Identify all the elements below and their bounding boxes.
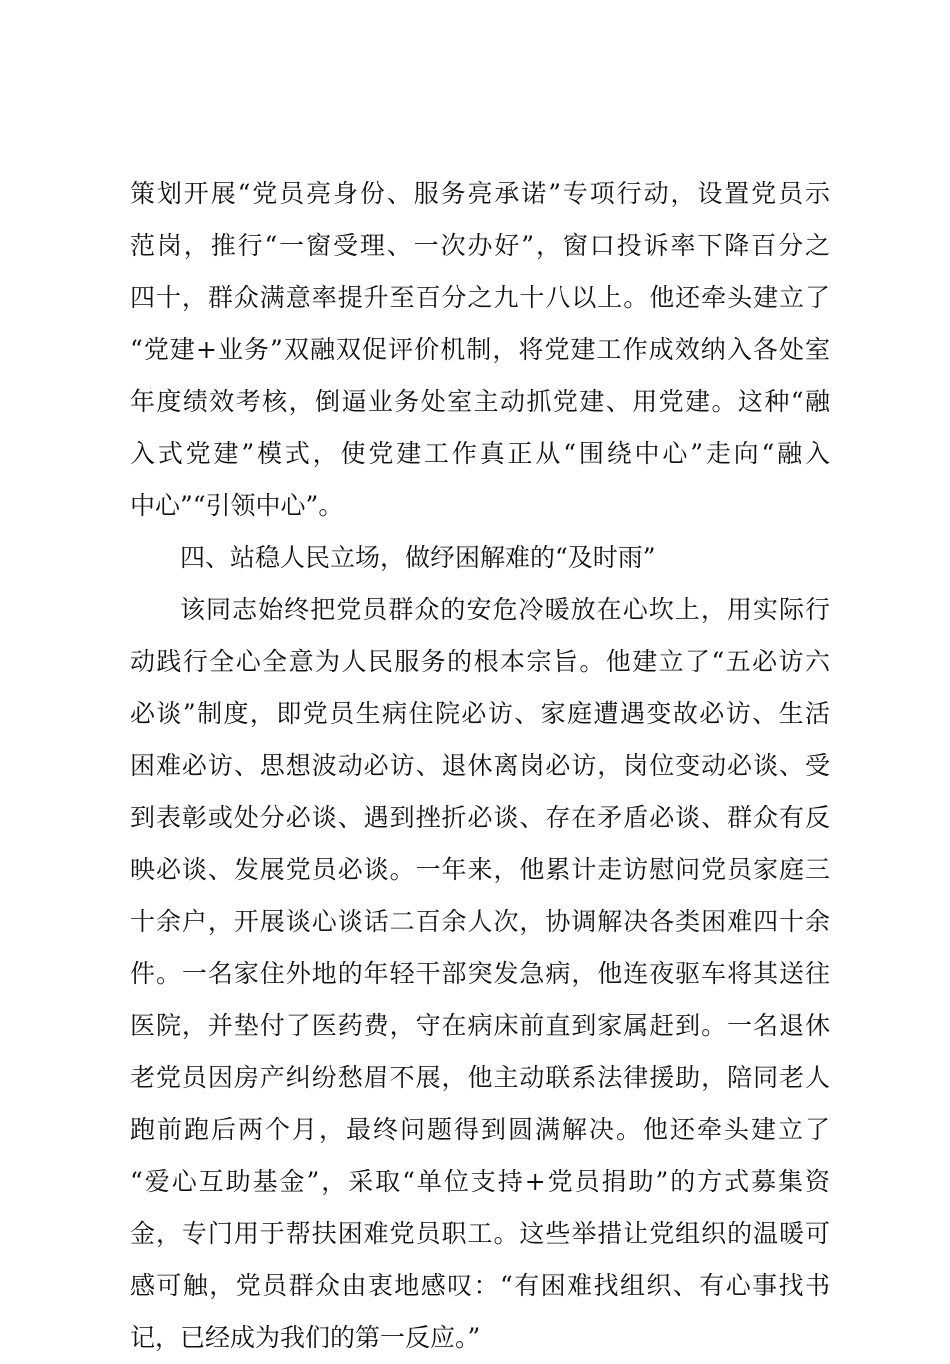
- text-line: 四十，群众满意率提升至百分之九十八以上。他还牵头建立了: [130, 283, 830, 312]
- text-line: 必谈”制度，即党员生病住院必访、家庭遭遇变故必访、生活: [130, 699, 830, 728]
- text-line: 金，专门用于帮扶困难党员职工。这些举措让党组织的温暖可: [130, 1219, 830, 1248]
- text-line: 中心”“引领中心”。: [130, 491, 344, 520]
- text-line: 映必谈、发展党员必谈。一年来，他累计走访慰问党员家庭三: [130, 855, 830, 884]
- paragraph-body: [130, 584, 830, 1364]
- text-line: 感可触，党员群众由衷地感叹：“有困难找组织、有心事找书: [130, 1271, 830, 1300]
- text-line: 动践行全心全意为人民服务的根本宗旨。他建立了“五必访六: [130, 647, 830, 676]
- text-line: 年度绩效考核，倒逼业务处室主动抓党建、用党建。这种“融: [130, 387, 830, 416]
- text-line: 老党员因房产纠纷愁眉不展，他主动联系法律援助，陪同老人: [130, 1063, 830, 1092]
- paragraph-continuation: [130, 168, 830, 532]
- text-line: 策划开展“党员亮身份、服务亮承诺”专项行动，设置党员示: [130, 179, 830, 208]
- section-heading: [130, 532, 830, 584]
- section-heading-text: 四、站稳人民立场，做纾困解难的“及时雨”: [180, 543, 656, 572]
- text-line: 跑前跑后两个月，最终问题得到圆满解决。他还牵头建立了: [130, 1115, 830, 1144]
- text-line: 困难必访、思想波动必访、退休离岗必访，岗位变动必谈、受: [130, 751, 830, 780]
- text-line: “爱心互助基金”，采取“单位支持+党员捐助”的方式募集资: [130, 1167, 830, 1196]
- text-line: 该同志始终把党员群众的安危冷暖放在心坎上，用实际行: [180, 595, 830, 624]
- text-line: “党建+业务”双融双促评价机制，将党建工作成效纳入各处室: [130, 335, 830, 364]
- text-line: 十余户，开展谈心谈话二百余人次，协调解决各类困难四十余: [130, 907, 830, 936]
- text-line: 范岗，推行“一窗受理、一次办好”，窗口投诉率下降百分之: [130, 231, 830, 260]
- text-line: 记，已经成为我们的第一反应。”: [130, 1323, 481, 1352]
- text-line: 到表彰或处分必谈、遇到挫折必谈、存在矛盾必谈、群众有反: [130, 803, 830, 832]
- text-line: 医院，并垫付了医药费，守在病床前直到家属赶到。一名退休: [130, 1011, 830, 1040]
- text-line: 入式党建”模式，使党建工作真正从“围绕中心”走向“融入: [130, 439, 830, 468]
- document-body: [130, 168, 830, 1364]
- text-line: 件。一名家住外地的年轻干部突发急病，他连夜驱车将其送往: [130, 959, 830, 988]
